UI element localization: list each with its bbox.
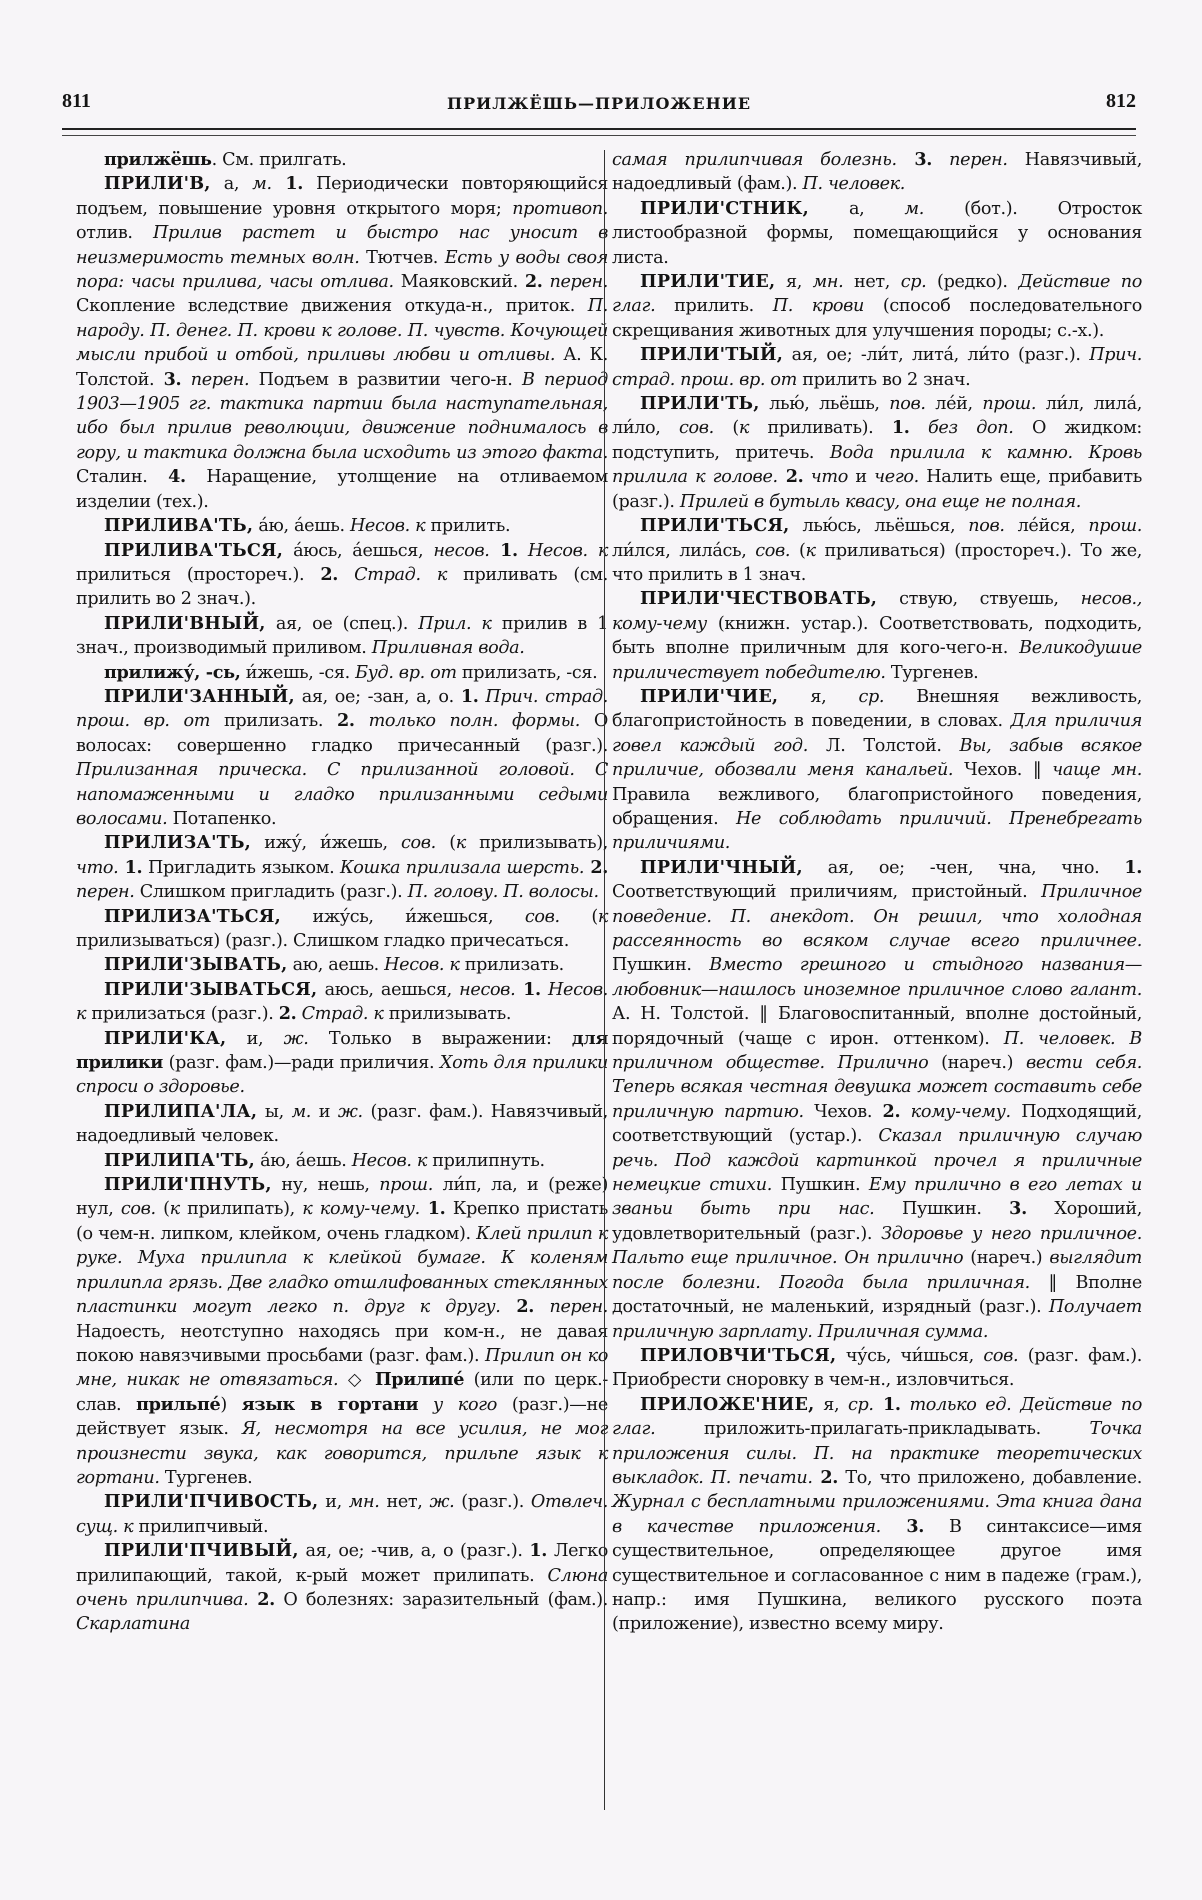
entry-text: Прилипе́	[375, 1369, 465, 1391]
entry-text: нет,	[379, 1492, 430, 1513]
entry-text: То, что приложено, добавление.	[838, 1467, 1142, 1488]
headword: ПРИЛОЖЕ'НИЕ,	[640, 1393, 815, 1415]
entry-text: 3.	[1009, 1198, 1027, 1220]
entry-text: Сталин.	[76, 467, 169, 488]
headword: ПРИЛИЗА'ТЬСЯ,	[104, 905, 281, 927]
entry-text: к	[738, 418, 750, 439]
entry-text: 1.	[271, 173, 304, 195]
dictionary-entry	[612, 1393, 1142, 1637]
entry-text: П. голову. П. волосы.	[407, 882, 599, 903]
dictionary-entry	[76, 1149, 608, 1173]
entry-text: ая, ое; -чив, а, о (разг.).	[298, 1541, 530, 1562]
entry-text: сов.	[120, 1199, 156, 1220]
entry-text: прилизывать.	[383, 1004, 512, 1025]
entry-text: несов.	[433, 540, 490, 561]
entry-text: А. К. Толстой.	[76, 345, 608, 390]
headword: ПРИЛИ'ТИЕ,	[640, 271, 776, 293]
entry-text: Соответствующий приличиям, пристойный.	[612, 882, 1042, 903]
entry-text: ж.	[283, 1028, 309, 1049]
entry-text: 1.	[118, 856, 143, 878]
entry-text: Приливная вода.	[371, 638, 525, 659]
headword: ПРИЛИ'СТНИК,	[640, 197, 809, 219]
entry-text: перен.	[542, 272, 608, 293]
entry-text: . См. прилгать.	[211, 150, 347, 170]
entry-text: Потапенко.	[167, 808, 277, 829]
entry-text: прилить.	[655, 296, 773, 317]
entry-text: Есть у воды своя пора: часы прилива, часы отлива.	[76, 247, 608, 293]
entry-text: Прилей в бутыль квасу, она еще не полная.	[679, 491, 1082, 512]
entry-text: к	[805, 540, 816, 561]
entry-text: кому-чему.	[900, 1101, 1011, 1122]
headword: ПРИЛИ'ПНУТЬ,	[104, 1174, 272, 1196]
entry-text: Скопление вследствие движения откуда-н., приток.	[76, 296, 588, 317]
left-column	[76, 148, 608, 1637]
headword: ПРИЛИ'ТЫЙ,	[640, 344, 784, 366]
entry-text: перен.	[932, 150, 1008, 170]
entry-text: 1.	[1124, 856, 1142, 878]
entry-text: перен.	[76, 882, 135, 903]
entry-text: Правила вежливого, благопристойного поведения, обращения.	[612, 784, 1142, 829]
entry-text: у кого	[418, 1394, 497, 1415]
entry-text: (нареч.)	[963, 1248, 1050, 1269]
dictionary-entry	[612, 148, 1142, 197]
entry-text: что	[803, 467, 848, 488]
entry-text: прилизать, -ся.	[456, 662, 598, 683]
dictionary-entry	[76, 539, 608, 612]
entry-text: Вы, забыв всякое приличие, обозвали меня канальей.	[612, 735, 1142, 781]
entry-text: чаще мн.	[1052, 760, 1142, 781]
entry-text: без доп.	[909, 418, 1014, 439]
entry-text: Страд. к	[296, 1004, 384, 1025]
dictionary-entry	[76, 685, 608, 831]
entry-text: прилижу́, -сь,	[104, 661, 241, 683]
entry-text: Л. Толстой.	[807, 735, 960, 756]
entry-text: я,	[814, 1394, 848, 1415]
entry-text: П. народу. П. денег. П. крови к голове. П. чувств. Кочующей мысли прибой и отбой, приливы любви и отливы.	[76, 296, 608, 366]
entry-text: 3.	[896, 149, 933, 170]
entry-text: что.	[76, 857, 119, 878]
entry-text: мн.	[348, 1492, 380, 1513]
entry-text: и	[847, 467, 875, 488]
entry-text: (редко).	[926, 272, 1019, 293]
entry-text: а,	[210, 174, 253, 195]
entry-text: прилить во 2 знач.	[796, 369, 971, 390]
entry-text: Получает приличную зарплату. Приличная сумма.	[612, 1297, 1142, 1342]
entry-text: м.	[291, 1101, 312, 1122]
entry-text: (	[435, 833, 456, 854]
entry-text: В синтаксисе—имя существительное, определяющее другое имя существительное и согласованное с ним в падеже (грам.), напр.: имя Пушкина, великого русского поэта (приложение), известно всему миру.	[612, 1516, 1143, 1635]
entry-text: к	[169, 1199, 180, 1220]
entry-text: Вода прилила к камню. Кровь прилила к голове.	[612, 442, 1142, 488]
entry-text: Для приличия говел каждый год.	[612, 711, 1142, 756]
entry-text: 2.	[524, 271, 543, 293]
entry-text: а,	[808, 198, 905, 219]
entry-text: (способ последовательного скрещивания животных для улучшения породы; с.-х.).	[612, 296, 1142, 341]
entry-text: Прилип он ко мне, никак не отвязаться.	[76, 1345, 608, 1391]
entry-text: Клей прилип к руке. Муха прилипла к клейкой бумаге. К коленям прилипла грязь. Две гладко отшлифованных стеклянных пластинки могут легко п. друг к другу.	[76, 1223, 609, 1318]
dictionary-entry	[612, 856, 1142, 1344]
entry-text: аю, аешь.	[287, 955, 385, 976]
entry-text: ствую, ствуешь,	[877, 589, 1081, 610]
entry-text: (разг. фам.). Навязчивый, надоедливый человек.	[76, 1101, 608, 1147]
entry-text: перен.	[534, 1297, 608, 1318]
entry-text: Пушкин.	[771, 1175, 869, 1196]
entry-text: Прич. страд. прош. вр. от	[612, 345, 1142, 390]
entry-text: Внешняя вежливость, благопристойность в поведении, в словах.	[612, 686, 1142, 732]
entry-text: 2.	[882, 1100, 901, 1122]
entry-text: Чехов.	[803, 1101, 883, 1122]
headword: ПРИЛИПА'ТЬ,	[104, 1149, 255, 1171]
entry-text: ижу́, и́жешь,	[251, 833, 402, 854]
entry-text: (	[790, 540, 806, 561]
entry-text: прилизать.	[459, 955, 564, 976]
entry-text: 2.	[812, 1466, 839, 1488]
entry-text: Слюна очень прилипчива.	[76, 1565, 608, 1610]
entry-text: прилив в 1 знач., производимый приливом.	[76, 613, 608, 659]
dictionary-entry	[76, 612, 608, 661]
entry-text: 3.	[880, 1515, 925, 1537]
entry-text: Страд. к	[338, 564, 447, 585]
entry-text: ая, ое; -зан, а, о.	[294, 686, 461, 707]
entry-text: 1.	[419, 1198, 446, 1220]
entry-text: П. человек.	[802, 174, 906, 195]
entry-text: ср.	[900, 272, 927, 293]
entry-text: 4.	[168, 466, 186, 488]
headword: ПРИЛИ'ЧЕСТВОВАТЬ,	[640, 588, 878, 610]
entry-text: выглядит после болезни. Погода была приличная.	[612, 1248, 1142, 1293]
entry-text: Пушкин.	[874, 1199, 1010, 1220]
headword: ПРИЛИ'ЗАННЫЙ,	[104, 685, 295, 707]
entry-text: 1.	[891, 417, 910, 439]
headword: ПРИЛИ'ПЧИВЫЙ,	[104, 1540, 299, 1562]
headword: ПРИЛИ'ВНЫЙ,	[104, 612, 266, 634]
entry-text: ли́п, ла, и (реже) нул,	[76, 1175, 608, 1220]
dictionary-entry	[76, 1027, 608, 1100]
entry-text: Отвлеч. сущ. к	[76, 1492, 608, 1537]
entry-text: ‖ Вполне достаточный, не маленький, изрядный (разг.).	[612, 1272, 1142, 1318]
entry-text: Великодушие приличествует победителю.	[612, 638, 1142, 683]
dictionary-entry	[612, 270, 1142, 343]
entry-text: (	[559, 906, 598, 927]
entry-text: сов.	[755, 540, 791, 561]
entry-text: чего.	[874, 467, 919, 488]
entry-text: Легко прилипающий, такой, к-рый может прилипать.	[76, 1541, 608, 1586]
entry-text: Прич. страд. прош. вр. от	[76, 686, 609, 732]
page-number-left: 811	[62, 90, 91, 112]
entry-text: и	[311, 1101, 338, 1122]
entry-text: Точка приложения силы. П. на практике теоретических выкладок. П. печати.	[612, 1419, 1142, 1488]
headword: ПРИЛИ'ЧИЕ,	[640, 685, 779, 707]
entry-text: 2.	[777, 466, 804, 488]
headword: ПРИЛИВА'ТЬСЯ,	[104, 539, 284, 561]
entry-text: 2.	[584, 856, 608, 878]
entry-text: Прилизанная прическа. С прилизанной головой. С напомаженными и гладко прилизанными седыми волосами.	[76, 760, 608, 829]
entry-text: Надоесть, неотступно находясь при ком-н., не давая покою навязчивыми просьбами (разг. фам.).	[76, 1321, 608, 1366]
entry-text: 2.	[500, 1296, 535, 1318]
entry-text: только ед. Действие по глаг.	[612, 1394, 1142, 1440]
entry-text: к	[597, 906, 608, 927]
entry-text: Приличное поведение. П. анекдот. Он решил, что холодная рассеянность во всяком случае всего приличнее.	[612, 882, 1142, 951]
dictionary-entry	[612, 392, 1142, 514]
entry-text: ле́й,	[925, 394, 983, 415]
headword: ПРИЛИВА'ТЬ,	[104, 515, 254, 537]
dictionary-entry	[612, 1344, 1142, 1393]
entry-text: П. крови	[772, 296, 865, 317]
entry-text: сов.	[401, 833, 436, 854]
dictionary-entry	[612, 197, 1142, 270]
entry-text: прош.	[1088, 516, 1143, 537]
entry-text: вести себя. Теперь всякая честная девушка может составить себе приличную партию.	[612, 1053, 1142, 1122]
entry-text: Ему прилично в его летах и званьи быть при нас.	[612, 1175, 1142, 1220]
entry-text: прилипчивый.	[133, 1516, 269, 1537]
entry-text: Скарлатина	[76, 1614, 191, 1635]
dictionary-entry	[76, 1100, 608, 1149]
dictionary-entry	[76, 148, 608, 172]
entry-text: Тургенев.	[885, 662, 979, 683]
entry-text: Несов. к	[384, 955, 460, 976]
headword: ПРИЛИ'ЗЫВАТЬСЯ,	[104, 978, 318, 1000]
entry-text: Крепко пристать (о чем-н. липком, клейком, очень гладком).	[76, 1199, 608, 1244]
entry-text: 3.	[163, 368, 182, 390]
entry-text: к	[455, 833, 466, 854]
dictionary-entry	[76, 1539, 608, 1637]
entry-text: ы,	[257, 1101, 292, 1122]
headword: ПРИЛИ'ТЬ,	[640, 393, 760, 415]
entry-text: (или по церк.-слав.	[76, 1370, 608, 1415]
entry-text: 1.	[460, 685, 479, 707]
entry-text: (разг. фам.)—ради приличия.	[163, 1053, 440, 1074]
entry-text: пов.	[968, 516, 1005, 537]
entry-text: ср.	[848, 1394, 874, 1415]
entry-text: мн.	[812, 272, 844, 293]
entry-text: м.	[904, 198, 924, 219]
entry-text: приливать (см. прилить во 2 знач.).	[76, 564, 608, 610]
entry-text: Тютчев.	[359, 247, 445, 268]
dictionary-entry	[76, 1490, 608, 1539]
header-rule	[62, 128, 1136, 136]
entry-text: Несов. к	[76, 979, 608, 1025]
dictionary-entry	[76, 953, 608, 977]
dictionary-entry	[76, 831, 608, 904]
dictionary-entry	[76, 172, 608, 514]
entry-text: Сказал приличную случаю речь. Под каждой картинкой прочел я приличные немецкие стихи.	[612, 1126, 1142, 1196]
dictionary-entry	[612, 587, 1142, 685]
entry-text: Пушкин.	[612, 955, 710, 976]
headword: ПРИЛИЗА'ТЬ,	[104, 832, 251, 854]
entry-text: я,	[778, 686, 859, 707]
entry-text: Несов. к	[517, 540, 608, 561]
entry-text: несов.	[459, 979, 516, 1000]
entry-text: Буд. вр. от	[355, 662, 457, 683]
entry-text: прош.	[379, 1175, 433, 1196]
headword: ПРИЛИ'ПЧИВОСТЬ,	[104, 1491, 319, 1513]
entry-text: Прил. к	[418, 613, 492, 634]
entry-text: прилжёшь	[104, 149, 212, 170]
page-header	[62, 90, 1136, 122]
entry-text: пов.	[889, 394, 926, 415]
entry-text: Действие по глаг.	[612, 272, 1142, 317]
entry-text: 2.	[337, 710, 355, 732]
entry-text: ж.	[429, 1492, 455, 1513]
entry-text: Вместо грешного и стыдного названия—любовник—нашлось иноземное приличное слово галант.	[612, 955, 1142, 1000]
headword: ПРИЛИ'ТЬСЯ,	[640, 515, 790, 537]
entry-text: лью́сь, льёшься,	[789, 516, 969, 537]
entry-text: (	[713, 418, 739, 439]
entry-text: (бот.). Отросток листообразной формы, помещающийся у основания листа.	[612, 198, 1142, 268]
entry-text: В период 1903—1905 гг. тактика партии была наступательная, ибо был прилив революции, движение поднималось в гору, и тактика должна была исходить из этого факта.	[76, 369, 608, 463]
dictionary-entry	[76, 1173, 608, 1490]
entry-text: ж.	[337, 1101, 363, 1122]
entry-text: прилипнуть.	[427, 1150, 545, 1171]
headword: ПРИЛИ'КА,	[104, 1027, 227, 1049]
entry-text: сов.	[678, 418, 714, 439]
entry-text: 2.	[248, 1588, 275, 1610]
headword: ПРИЛИ'ЗЫВАТЬ,	[104, 954, 288, 976]
dictionary-entry	[612, 685, 1142, 856]
entry-text: прильпе́	[136, 1393, 221, 1415]
right-column	[612, 148, 1142, 1637]
entry-text: О жидком: подступить, притечь.	[612, 418, 1142, 463]
entry-text: ая, ое; -чен, чна, чно.	[802, 857, 1125, 878]
dictionary-entry	[76, 661, 608, 685]
entry-text: Прилив растет и быстро нас уносит в неизмеримость темных волн.	[76, 223, 608, 268]
entry-text: Чехов. ‖	[953, 760, 1053, 781]
entry-text: отлив.	[76, 223, 153, 244]
entry-text: 1.	[515, 978, 541, 1000]
entry-text: нет,	[843, 272, 901, 293]
entry-text: ну, нешь,	[271, 1175, 380, 1196]
entry-text: Навязчивый, надоедливый (фам.).	[612, 150, 1142, 195]
entry-text: прилизаться (разг.).	[86, 1004, 279, 1025]
entry-text: аюсь, аешься,	[317, 979, 460, 1000]
entry-text: только полн. формы.	[354, 711, 581, 732]
entry-text: Хоть для прилики спроси о здоровье.	[76, 1053, 609, 1098]
entry-text: Налить еще, прибавить (разг.).	[612, 467, 1142, 512]
entry-text: сов.	[524, 906, 560, 927]
entry-text: ижу́сь, и́жешься,	[280, 906, 525, 927]
entry-text: м.	[252, 174, 272, 195]
entry-text: самая прилипчивая болезнь.	[612, 150, 897, 170]
entry-text: Маяковский.	[393, 272, 525, 293]
entry-text: ср.	[858, 686, 885, 707]
entry-text: Здоровье у него приличное. Пальто еще приличное. Он прилично	[612, 1223, 1142, 1269]
entry-text: чу́сь, чи́шься,	[836, 1345, 984, 1366]
entry-text: и,	[226, 1028, 284, 1049]
entry-text: противоп.	[512, 198, 608, 219]
entry-text: Наращение, утолщение на отливаемом изделии (тех.).	[76, 467, 608, 512]
entry-text: Хороший, удовлетворительный (разг.).	[612, 1199, 1142, 1244]
entry-text: и́жешь, -ся.	[240, 662, 356, 683]
entry-text: а́ю, а́ешь.	[254, 1150, 352, 1171]
entry-text: ая, ое (спец.).	[265, 613, 419, 634]
entry-text: Тургенев.	[159, 1467, 253, 1488]
entry-text: Журнал с бесплатными приложениями. Эта книга дана в качестве приложения.	[612, 1492, 1142, 1537]
entry-text: 1.	[873, 1393, 901, 1415]
entry-text: я,	[775, 272, 813, 293]
entry-text: и,	[318, 1492, 349, 1513]
entry-text: приливаться) (простореч.). То же, что прилить в 1 знач.	[612, 540, 1143, 585]
entry-text: (разг.).	[454, 1492, 531, 1513]
entry-text: ле́йся,	[1004, 516, 1089, 537]
entry-text: Я, несмотря на все усилия, не мог произнести звука, как говорится, прильпе язык к гортани.	[76, 1419, 608, 1488]
entry-text: Только в выражении:	[308, 1028, 572, 1049]
entry-text: перен.	[181, 369, 250, 390]
dictionary-entry	[76, 905, 608, 954]
column-divider	[604, 150, 605, 1810]
dictionary-entry	[612, 343, 1142, 392]
entry-text: )	[220, 1394, 242, 1415]
dictionary-entry	[76, 978, 608, 1027]
entry-text: для прилики	[76, 1027, 608, 1074]
headword: ПРИЛОВЧИ'ТЬСЯ,	[640, 1344, 837, 1366]
entry-text: язык в гортани	[241, 1393, 419, 1415]
entry-text: (книжн. устар.). Соответствовать, подходить, быть вполне приличным для кого-чего-н.	[612, 613, 1142, 659]
entry-text: 2.	[320, 563, 339, 585]
entry-text: 1.	[489, 539, 518, 561]
entry-text: а́ю, а́ешь.	[253, 516, 350, 537]
entry-text: (нареч.)	[928, 1053, 1026, 1074]
entry-text: О болезнях: заразительный (фам.).	[274, 1589, 608, 1610]
entry-text: Периодически повторяющийся подъем, повышение уровня открытого моря;	[76, 174, 608, 219]
entry-text: прилипать),	[179, 1199, 303, 1220]
entry-text: Подходящий, соответствующий (устар.).	[612, 1101, 1142, 1147]
entry-text: ая, ое; -ли́т, лита́, ли́то (разг.).	[783, 345, 1090, 366]
entry-text: прош.	[982, 394, 1037, 415]
entry-text: 2.	[278, 1003, 297, 1025]
headword: ПРИЛИ'ЧНЫЙ,	[640, 856, 803, 878]
entry-text: прилизываться) (разг.). Слишком гладко причесаться.	[76, 931, 569, 951]
entry-text: а́юсь, а́ешься,	[283, 540, 434, 561]
entry-text: А. Н. Толстой. ‖ Благовоспитанный, вполне достойный, порядочный (чаще с ирон. оттенком).	[612, 1004, 1142, 1049]
headword: ПРИЛИПА'ЛА,	[104, 1100, 258, 1122]
entry-text: 1.	[529, 1540, 548, 1562]
entry-text: прилить.	[425, 516, 511, 537]
entry-text: ли́л, лила́, ли́ло,	[612, 394, 1142, 439]
entry-text: приливать).	[749, 418, 892, 439]
entry-text: прилизывать),	[465, 833, 608, 854]
dictionary-entry	[76, 514, 608, 538]
page-number-right: 812	[1106, 90, 1136, 112]
entry-text: ◇	[338, 1370, 376, 1391]
running-head: ПРИЛЖЁШЬ—ПРИЛОЖЕНИЕ	[446, 94, 752, 113]
entry-text: Подъем в развитии чего-н.	[249, 369, 522, 390]
headword: ПРИЛИ'В,	[104, 173, 211, 195]
entry-text: несов., кому-чему	[612, 589, 1142, 634]
entry-text: ли́лся, лила́сь,	[612, 540, 756, 561]
entry-text: П. человек. В приличном обществе. Прилично	[612, 1028, 1142, 1074]
entry-text: Слишком пригладить (разг.).	[134, 882, 408, 903]
entry-text: (	[155, 1199, 170, 1220]
entry-text: О волосах: совершенно гладко причесанный (разг.).	[76, 711, 608, 756]
entry-text: (разг. фам.). Приобрести сноровку в чем-н., изловчиться.	[612, 1345, 1142, 1391]
entry-text: лью́, льёшь,	[759, 394, 890, 415]
entry-text: сов.	[983, 1345, 1019, 1366]
entry-text: приложить-прилагать-прикладывать.	[655, 1419, 1090, 1440]
entry-text: (разг.)—не действует язык.	[76, 1394, 608, 1440]
entry-text: Кошка прилизала шерсть.	[339, 857, 585, 878]
entry-text: к кому-чему.	[302, 1199, 420, 1220]
entry-text: Не соблюдать приличий. Пренебрегать приличиями.	[612, 808, 1142, 854]
entry-text: Несов. к	[351, 1150, 428, 1171]
entry-text: Пригладить языком.	[142, 857, 340, 878]
entry-text: Несов. к	[349, 516, 426, 537]
entry-text: прилизать.	[210, 711, 338, 732]
entry-text: прилиться (простореч.).	[76, 564, 321, 585]
dictionary-entry	[612, 514, 1142, 587]
